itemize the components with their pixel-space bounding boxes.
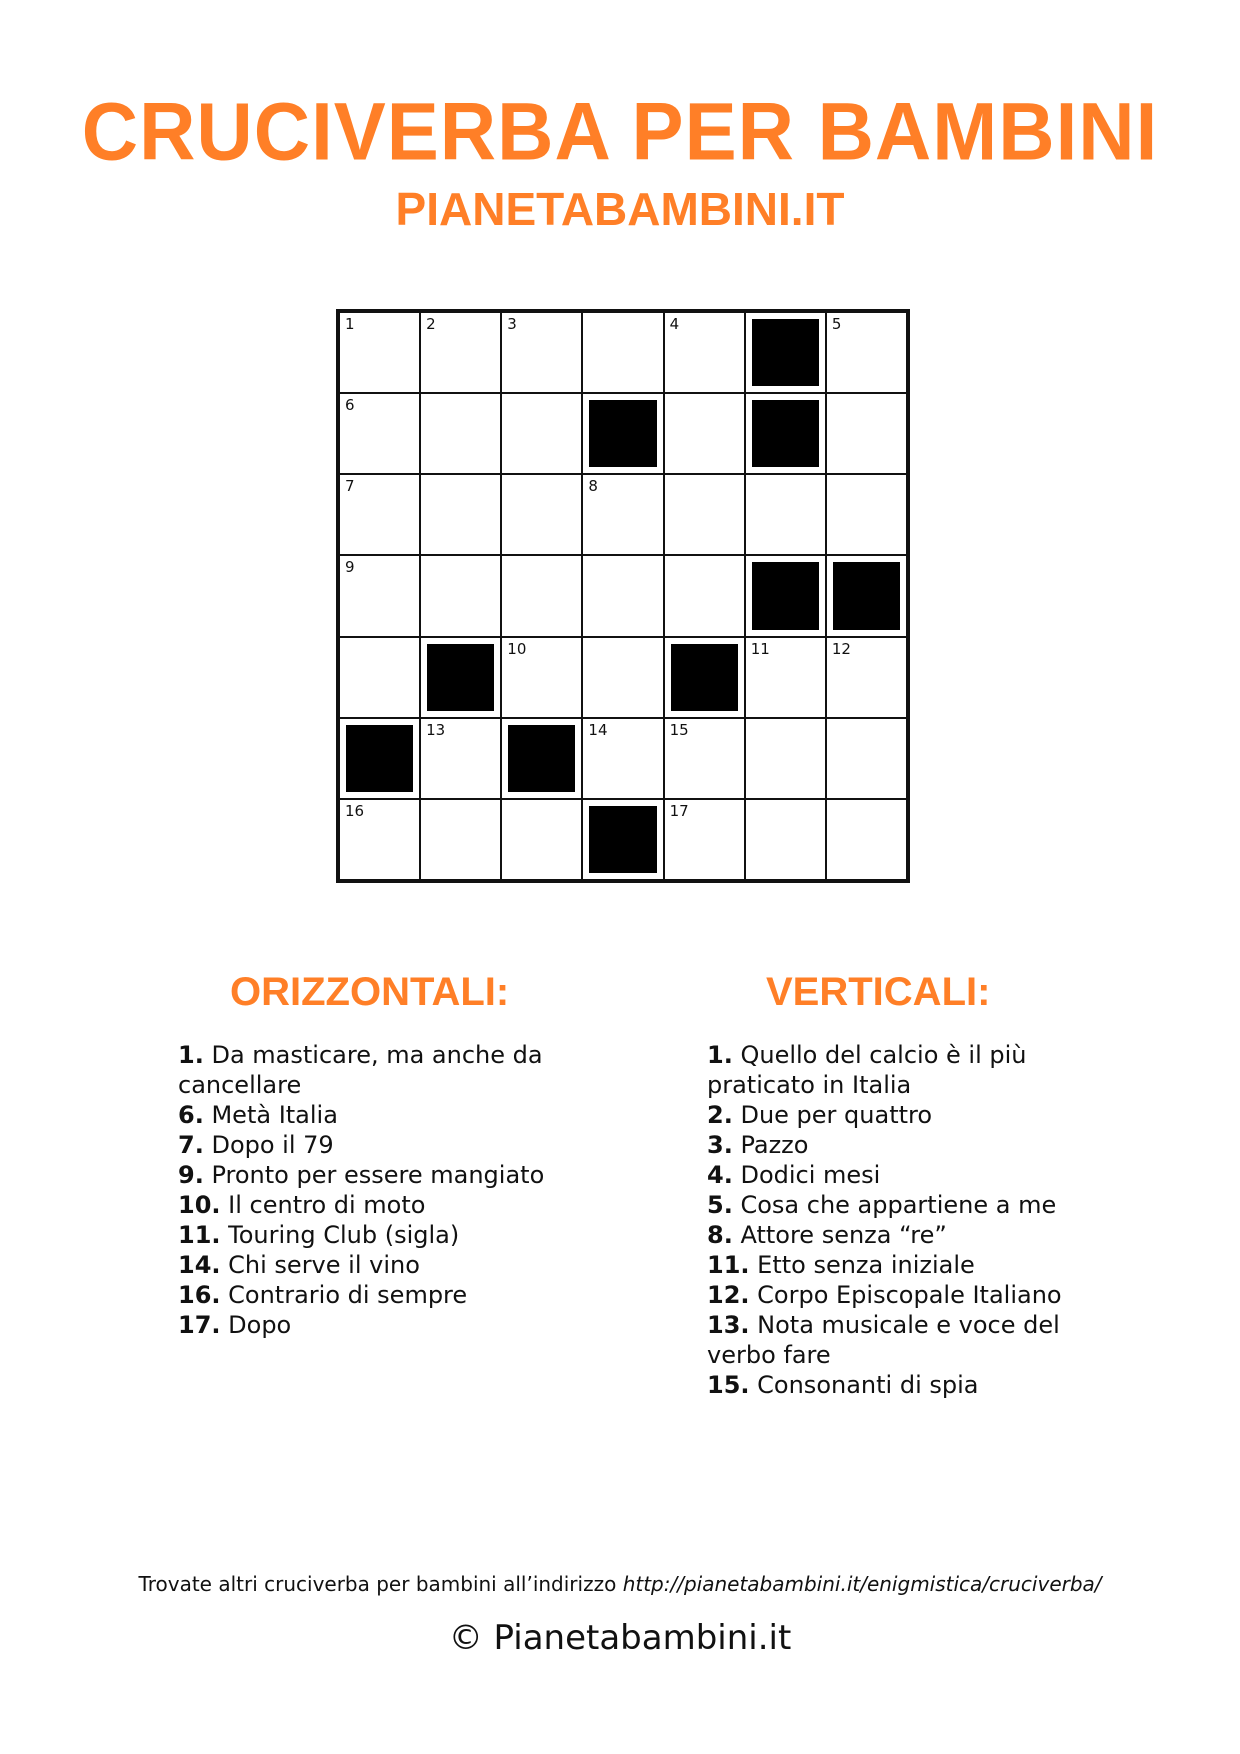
clue-text: Dopo bbox=[228, 1311, 292, 1339]
grid-cell[interactable] bbox=[340, 313, 419, 392]
clue-text: Chi serve il vino bbox=[228, 1251, 420, 1279]
clue-item bbox=[707, 1190, 1147, 1220]
clue-item bbox=[707, 1130, 1147, 1160]
cell-number: 16 bbox=[345, 801, 365, 820]
grid-cell[interactable] bbox=[502, 556, 581, 635]
clue-item bbox=[178, 1280, 598, 1310]
cell-number: 15 bbox=[669, 720, 689, 739]
cell-number: 9 bbox=[345, 558, 355, 577]
clue-number: 3. bbox=[707, 1131, 733, 1159]
grid-cell[interactable] bbox=[665, 394, 744, 473]
clue-number: 7. bbox=[178, 1131, 204, 1159]
clue-item bbox=[178, 1160, 598, 1190]
grid-cell[interactable] bbox=[340, 638, 419, 717]
grid-block-cell bbox=[665, 638, 744, 717]
clue-text: Metà Italia bbox=[211, 1101, 338, 1129]
grid-cell[interactable] bbox=[340, 800, 419, 879]
page-subtitle: PIANETABAMBINI.IT bbox=[395, 183, 845, 235]
clue-item bbox=[178, 1040, 598, 1070]
grid-cell[interactable] bbox=[421, 800, 500, 879]
grid-block-cell bbox=[583, 800, 662, 879]
clue-text: Pazzo bbox=[740, 1131, 809, 1159]
clue-text: Il centro di moto bbox=[228, 1191, 426, 1219]
clue-item bbox=[178, 1190, 598, 1220]
grid-cell[interactable] bbox=[746, 800, 825, 879]
clue-number: 12. bbox=[707, 1281, 750, 1309]
clue-item bbox=[707, 1040, 1147, 1070]
clue-number: 1. bbox=[707, 1041, 733, 1069]
clue-number: 8. bbox=[707, 1221, 733, 1249]
clue-number: 15. bbox=[707, 1371, 750, 1399]
grid-block-cell bbox=[746, 394, 825, 473]
grid-cell[interactable] bbox=[421, 475, 500, 554]
grid-cell[interactable] bbox=[827, 719, 906, 798]
cell-number: 14 bbox=[588, 720, 608, 739]
grid-cell[interactable] bbox=[502, 475, 581, 554]
cell-number: 1 bbox=[345, 315, 355, 333]
clue-text: Da masticare, ma anche da bbox=[211, 1041, 543, 1069]
cell-number: 11 bbox=[750, 639, 770, 658]
grid-cell[interactable] bbox=[421, 719, 500, 798]
clue-text: Attore senza “re” bbox=[740, 1221, 947, 1249]
clue-number: 11. bbox=[707, 1251, 750, 1279]
grid-cell[interactable] bbox=[502, 638, 581, 717]
clue-item bbox=[707, 1310, 1147, 1340]
grid-cell[interactable] bbox=[665, 800, 744, 879]
clue-text: Nota musicale e voce del bbox=[757, 1311, 1060, 1339]
clue-item bbox=[707, 1160, 1147, 1190]
cell-number: 7 bbox=[345, 477, 355, 496]
clue-text: Contrario di sempre bbox=[228, 1281, 468, 1309]
cell-number: 13 bbox=[426, 720, 446, 739]
grid-block-cell bbox=[340, 719, 419, 798]
clue-number: 2. bbox=[707, 1101, 733, 1129]
grid-cell[interactable] bbox=[827, 394, 906, 473]
copyright-text: © Pianetabambini.it bbox=[448, 1618, 792, 1658]
clue-item bbox=[707, 1100, 1147, 1130]
cell-number: 10 bbox=[507, 639, 527, 658]
down-heading: VERTICALI: bbox=[766, 970, 991, 1014]
cell-number: 6 bbox=[345, 396, 355, 415]
grid-cell[interactable] bbox=[665, 313, 744, 392]
cell-number: 17 bbox=[669, 801, 689, 820]
clue-item bbox=[707, 1370, 1147, 1400]
clue-number: 10. bbox=[178, 1191, 221, 1219]
grid-cell[interactable] bbox=[502, 313, 581, 392]
grid-cell[interactable] bbox=[583, 313, 662, 392]
page-title: CRUCIVERBA PER BAMBINI bbox=[81, 84, 1159, 178]
clue-item bbox=[707, 1250, 1147, 1280]
clue-number: 5. bbox=[707, 1191, 733, 1219]
clue-text: praticato in Italia bbox=[707, 1071, 912, 1099]
clue-item bbox=[178, 1130, 598, 1160]
clue-item bbox=[178, 1220, 598, 1250]
grid-cell[interactable] bbox=[340, 556, 419, 635]
clue-item bbox=[178, 1100, 598, 1130]
grid-cell[interactable] bbox=[502, 800, 581, 879]
clue-item bbox=[707, 1340, 1147, 1370]
clue-number: 17. bbox=[178, 1311, 221, 1339]
grid-block-cell bbox=[421, 638, 500, 717]
clue-text: Corpo Episcopale Italiano bbox=[757, 1281, 1062, 1309]
grid-cell[interactable] bbox=[746, 638, 825, 717]
clue-text: cancellare bbox=[178, 1071, 302, 1099]
grid-cell[interactable] bbox=[827, 475, 906, 554]
footer-url-link[interactable]: http://pianetabambini.it/enigmistica/cruciverba/ bbox=[622, 1572, 1102, 1596]
grid-block-cell bbox=[746, 313, 825, 392]
grid-cell[interactable] bbox=[746, 475, 825, 554]
clue-number: 13. bbox=[707, 1311, 750, 1339]
clue-text: Dodici mesi bbox=[740, 1161, 881, 1189]
down-clue-list bbox=[707, 1040, 1147, 1400]
grid-cell[interactable] bbox=[421, 394, 500, 473]
grid-cell[interactable] bbox=[340, 394, 419, 473]
cell-number: 4 bbox=[669, 315, 680, 333]
grid-block-cell bbox=[827, 556, 906, 635]
grid-cell[interactable] bbox=[665, 475, 744, 554]
footer-note bbox=[0, 1572, 1240, 1596]
grid-cell[interactable] bbox=[583, 556, 662, 635]
clue-text: Consonanti di spia bbox=[757, 1371, 979, 1399]
grid-block-cell bbox=[583, 394, 662, 473]
grid-cell[interactable] bbox=[583, 719, 662, 798]
clue-number: 14. bbox=[178, 1251, 221, 1279]
clue-text: Dopo il 79 bbox=[211, 1131, 334, 1159]
clue-number: 6. bbox=[178, 1101, 204, 1129]
clue-text: Pronto per essere mangiato bbox=[211, 1161, 545, 1189]
grid-cell[interactable] bbox=[583, 475, 662, 554]
grid-cell[interactable] bbox=[340, 475, 419, 554]
clue-number: 9. bbox=[178, 1161, 204, 1189]
grid-cell[interactable] bbox=[827, 313, 906, 392]
cell-number: 12 bbox=[831, 639, 851, 658]
clue-item bbox=[178, 1250, 598, 1280]
clue-item bbox=[707, 1220, 1147, 1250]
clue-text: Touring Club (sigla) bbox=[228, 1221, 460, 1249]
clue-item bbox=[178, 1070, 598, 1100]
grid-cell[interactable] bbox=[746, 719, 825, 798]
crossword-grid bbox=[336, 309, 910, 883]
grid-cell[interactable] bbox=[583, 638, 662, 717]
cell-number: 5 bbox=[831, 315, 842, 333]
grid-block-cell bbox=[502, 719, 581, 798]
grid-cell[interactable] bbox=[827, 638, 906, 717]
clue-item bbox=[178, 1310, 598, 1340]
clue-item bbox=[707, 1280, 1147, 1310]
footer-note-text: Trovate altri cruciverba per bambini all’indirizzo bbox=[138, 1572, 617, 1596]
cell-number: 3 bbox=[507, 315, 517, 333]
cell-number: 8 bbox=[588, 477, 598, 496]
grid-cell[interactable] bbox=[665, 719, 744, 798]
grid-block-cell bbox=[746, 556, 825, 635]
clue-text: Cosa che appartiene a me bbox=[740, 1191, 1057, 1219]
clue-number: 4. bbox=[707, 1161, 733, 1189]
clue-number: 16. bbox=[178, 1281, 221, 1309]
clue-text: Due per quattro bbox=[740, 1101, 933, 1129]
grid-cell[interactable] bbox=[421, 556, 500, 635]
cell-number: 2 bbox=[426, 315, 436, 333]
clue-text: verbo fare bbox=[707, 1341, 831, 1369]
across-clue-list bbox=[178, 1040, 598, 1340]
clue-text: Quello del calcio è il più bbox=[740, 1041, 1027, 1069]
clue-number: 1. bbox=[178, 1041, 204, 1069]
grid-cell[interactable] bbox=[827, 800, 906, 879]
clue-number: 11. bbox=[178, 1221, 221, 1249]
across-heading: ORIZZONTALI: bbox=[230, 970, 510, 1014]
grid-cell[interactable] bbox=[421, 313, 500, 392]
clue-item bbox=[707, 1070, 1147, 1100]
grid-cell[interactable] bbox=[665, 556, 744, 635]
grid-cell[interactable] bbox=[502, 394, 581, 473]
clue-text: Etto senza iniziale bbox=[757, 1251, 975, 1279]
